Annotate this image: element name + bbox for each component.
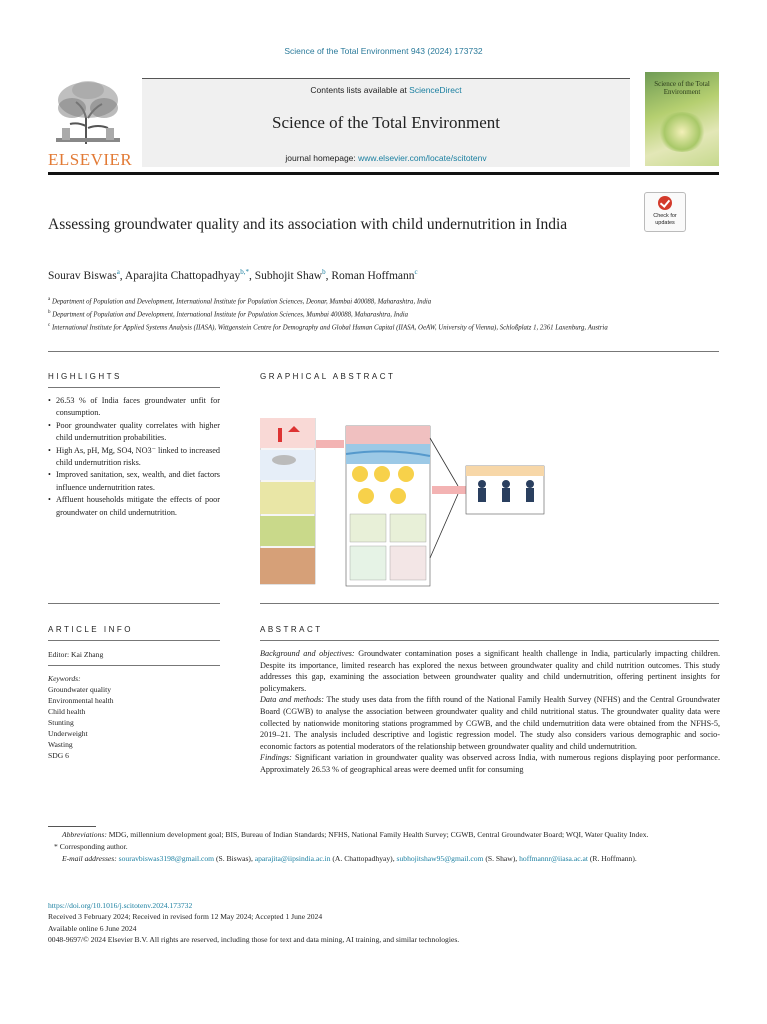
author-name[interactable]: Roman Hoffmann bbox=[331, 269, 415, 282]
doi-link[interactable]: https://doi.org/10.1016/j.scitotenv.2024.173732 bbox=[48, 901, 193, 910]
abstract-paragraph bbox=[260, 648, 720, 694]
email-owner: (S. Shaw), bbox=[483, 854, 520, 864]
journal-cover-image[interactable] bbox=[645, 72, 719, 166]
divider bbox=[48, 351, 719, 352]
publisher-wordmark: ELSEVIER bbox=[48, 150, 133, 169]
homepage-link[interactable]: www.elsevier.com/locate/scitotenv bbox=[358, 153, 487, 163]
highlight-item: • High As, pH, Mg, SO4, NO3⁻ linked to increased child undernutrition risks. bbox=[48, 445, 220, 470]
abstract-body bbox=[260, 648, 720, 776]
highlight-item: • Poor groundwater quality correlates with higher child undernutrition probabilities. bbox=[48, 420, 220, 445]
affiliation-marker: a bbox=[48, 297, 51, 302]
affiliation-marker: c bbox=[48, 322, 51, 328]
author-affiliation-marker[interactable]: c bbox=[414, 268, 418, 276]
masthead bbox=[48, 72, 719, 168]
keyword: SDG 6 bbox=[48, 751, 69, 760]
article-info-heading: ARTICLE INFO bbox=[48, 625, 133, 634]
abbreviations-label: Abbreviations: bbox=[62, 830, 107, 839]
journal-banner bbox=[142, 78, 630, 167]
check-updates-label: Check for updates bbox=[653, 213, 677, 226]
paragraph-text: The study uses data from the fifth round of the National Family Health Survey (NFHS) and the Central Groundwater Board (CGWB) to analyse the association between groundwater quality and child nutritional status. The groundwater quality data were collected by nationwide monitoring stations programmed by CGWB, and the child undernutrition data were obtained from the NFHS-5, 2019–21. The analysis included descriptive and logistic regression model. The study also considers various demographic and socio-economic factors as potential moderators of the relationship between groundwater quality and child undernutrition. bbox=[260, 695, 720, 751]
author-affiliation-marker[interactable]: a bbox=[116, 268, 120, 276]
divider bbox=[48, 603, 220, 604]
email-link[interactable]: hoffmannr@iiasa.ac.at bbox=[519, 854, 588, 864]
publication-info bbox=[48, 900, 719, 946]
affiliations bbox=[48, 295, 688, 333]
email-link[interactable]: subhojitshaw95@gmail.com bbox=[396, 854, 484, 864]
affiliation bbox=[48, 321, 688, 334]
corresponding-author-note: * Corresponding author. bbox=[54, 842, 128, 852]
highlights-list bbox=[48, 395, 220, 519]
divider bbox=[48, 665, 220, 666]
journal-citation[interactable]: Science of the Total Environment 943 (2024) 173732 bbox=[284, 46, 483, 56]
divider bbox=[48, 640, 220, 641]
keyword: Child health bbox=[48, 707, 86, 716]
email-addresses bbox=[48, 853, 719, 865]
divider bbox=[48, 387, 220, 388]
check-for-updates-button[interactable] bbox=[644, 192, 686, 232]
highlight-item: • Improved sanitation, sex, wealth, and diet factors influence undernutrition rates. bbox=[48, 469, 220, 494]
keyword: Underweight bbox=[48, 729, 88, 738]
highlights-heading: HIGHLIGHTS bbox=[48, 372, 122, 381]
affiliation-text: Department of Population and Development, International Institute for Population Sciences, Deonar, Mumbai 400088, Maharashtra, India bbox=[51, 298, 432, 306]
checkmark-icon bbox=[658, 196, 672, 210]
footnote-rule bbox=[48, 826, 96, 827]
affiliation bbox=[48, 308, 688, 321]
keyword: Wasting bbox=[48, 740, 73, 749]
paragraph-text: Significant variation in groundwater quality was observed across India, with numerous regions displaying poor performance. Approximately 26.53 % of geographical areas were deemed unfit for consuming bbox=[260, 753, 720, 774]
affiliation-text: Department of Population and Development, International Institute for Population Sciences, Mumbai 400088, Maharashtra, India bbox=[52, 311, 409, 319]
abstract-paragraph bbox=[260, 694, 720, 752]
cover-art bbox=[657, 112, 707, 152]
graphical-abstract-heading: GRAPHICAL ABSTRACT bbox=[260, 372, 396, 381]
abstract-heading: ABSTRACT bbox=[260, 625, 323, 634]
header-rule bbox=[48, 172, 719, 175]
author-affiliation-marker[interactable]: b,* bbox=[240, 268, 249, 276]
abbreviations-text: MDG, millennium development goal; BIS, Bureau of Indian Standards; NFHS, National Family Health Survey; CGWB, Central Groundwater Board; WQI, Water Quality Index. bbox=[106, 830, 649, 839]
keyword: Groundwater quality bbox=[48, 685, 112, 694]
divider bbox=[260, 603, 719, 604]
email-owner: (A. Chattopadhyay), bbox=[330, 854, 397, 864]
received-dates: Received 3 February 2024; Received in revised form 12 May 2024; Accepted 1 June 2024 bbox=[48, 912, 323, 922]
affiliation bbox=[48, 295, 688, 308]
email-owner: (S. Biswas), bbox=[214, 854, 255, 864]
author-name[interactable]: Aparajita Chattopadhyay bbox=[124, 269, 241, 282]
divider bbox=[260, 640, 719, 641]
copyright: 0048-9697/© 2024 Elsevier B.V. All rights are reserved, including those for text and data mining, AI training, and similar technologies. bbox=[48, 935, 460, 945]
article-title: Assessing groundwater quality and its association with child undernutrition in India bbox=[48, 216, 568, 233]
elsevier-logo bbox=[48, 78, 128, 146]
online-date: Available online 6 June 2024 bbox=[48, 923, 137, 933]
homepage-line bbox=[142, 153, 630, 163]
keywords-label: Keywords: bbox=[48, 674, 81, 683]
paragraph-text: Groundwater contamination poses a significant health challenge in India, particularly impacting children. Despite its importance, limited research has explored the nexus between groundwater quality and child nutrition outcomes. This study addresses this gap, examining the association between groundwater quality and child undernutrition, offering pertinent insights for policymakers. bbox=[260, 649, 720, 693]
author-name[interactable]: Subhojit Shaw bbox=[254, 269, 323, 282]
paragraph-label: Background and objectives: bbox=[260, 649, 355, 658]
email-link[interactable]: souravbiswas3198@gmail.com bbox=[118, 854, 215, 864]
graphical-abstract-figure[interactable] bbox=[260, 418, 720, 590]
email-owner: (R. Hoffmann). bbox=[587, 854, 637, 864]
author-name[interactable]: Sourav Biswas bbox=[48, 269, 117, 282]
email-link[interactable]: aparajita@iipsindia.ac.in bbox=[254, 854, 331, 864]
contents-line bbox=[142, 85, 630, 95]
paragraph-label: Findings: bbox=[260, 753, 292, 763]
homepage-prefix: journal homepage: bbox=[285, 153, 359, 163]
editor: Editor: Kai Zhang bbox=[48, 650, 104, 659]
keywords-list bbox=[48, 684, 114, 761]
abstract-paragraph bbox=[260, 752, 720, 775]
author-affiliation-marker[interactable]: b bbox=[322, 268, 326, 276]
highlight-item: • 26.53 % of India faces groundwater unfit for consumption. bbox=[48, 395, 220, 420]
affiliation-marker: b bbox=[48, 309, 51, 315]
footnotes bbox=[48, 829, 719, 866]
abbreviations-note bbox=[48, 829, 719, 841]
author-list: Sourav Biswas$^a$, Aparajita Chattopadhyay$^{b,*}$, Subhojit Shaw$^b$, Roman Hoffmann$^c$ bbox=[48, 268, 418, 282]
sciencedirect-link[interactable]: ScienceDirect bbox=[409, 85, 462, 95]
email-label: E-mail addresses: bbox=[62, 854, 117, 864]
cover-title: Science of the Total Environment bbox=[654, 80, 710, 96]
affiliation-text: International Institute for Applied Systems Analysis (IIASA), Wittgenstein Centre for Demography and Global Human Capital (IIASA, OeAW, University of Vienna), Schloßplatz 1, 2361 Laxenburg, Austria bbox=[51, 323, 608, 331]
keyword: Environmental health bbox=[48, 696, 114, 705]
journal-title: Science of the Total Environment bbox=[272, 113, 500, 132]
paragraph-label: Data and methods: bbox=[260, 695, 324, 705]
contents-prefix: Contents lists available at bbox=[310, 85, 410, 95]
highlight-item: • Affluent households mitigate the effects of poor groundwater on child undernutrition. bbox=[48, 494, 220, 519]
keyword: Stunting bbox=[48, 718, 74, 727]
